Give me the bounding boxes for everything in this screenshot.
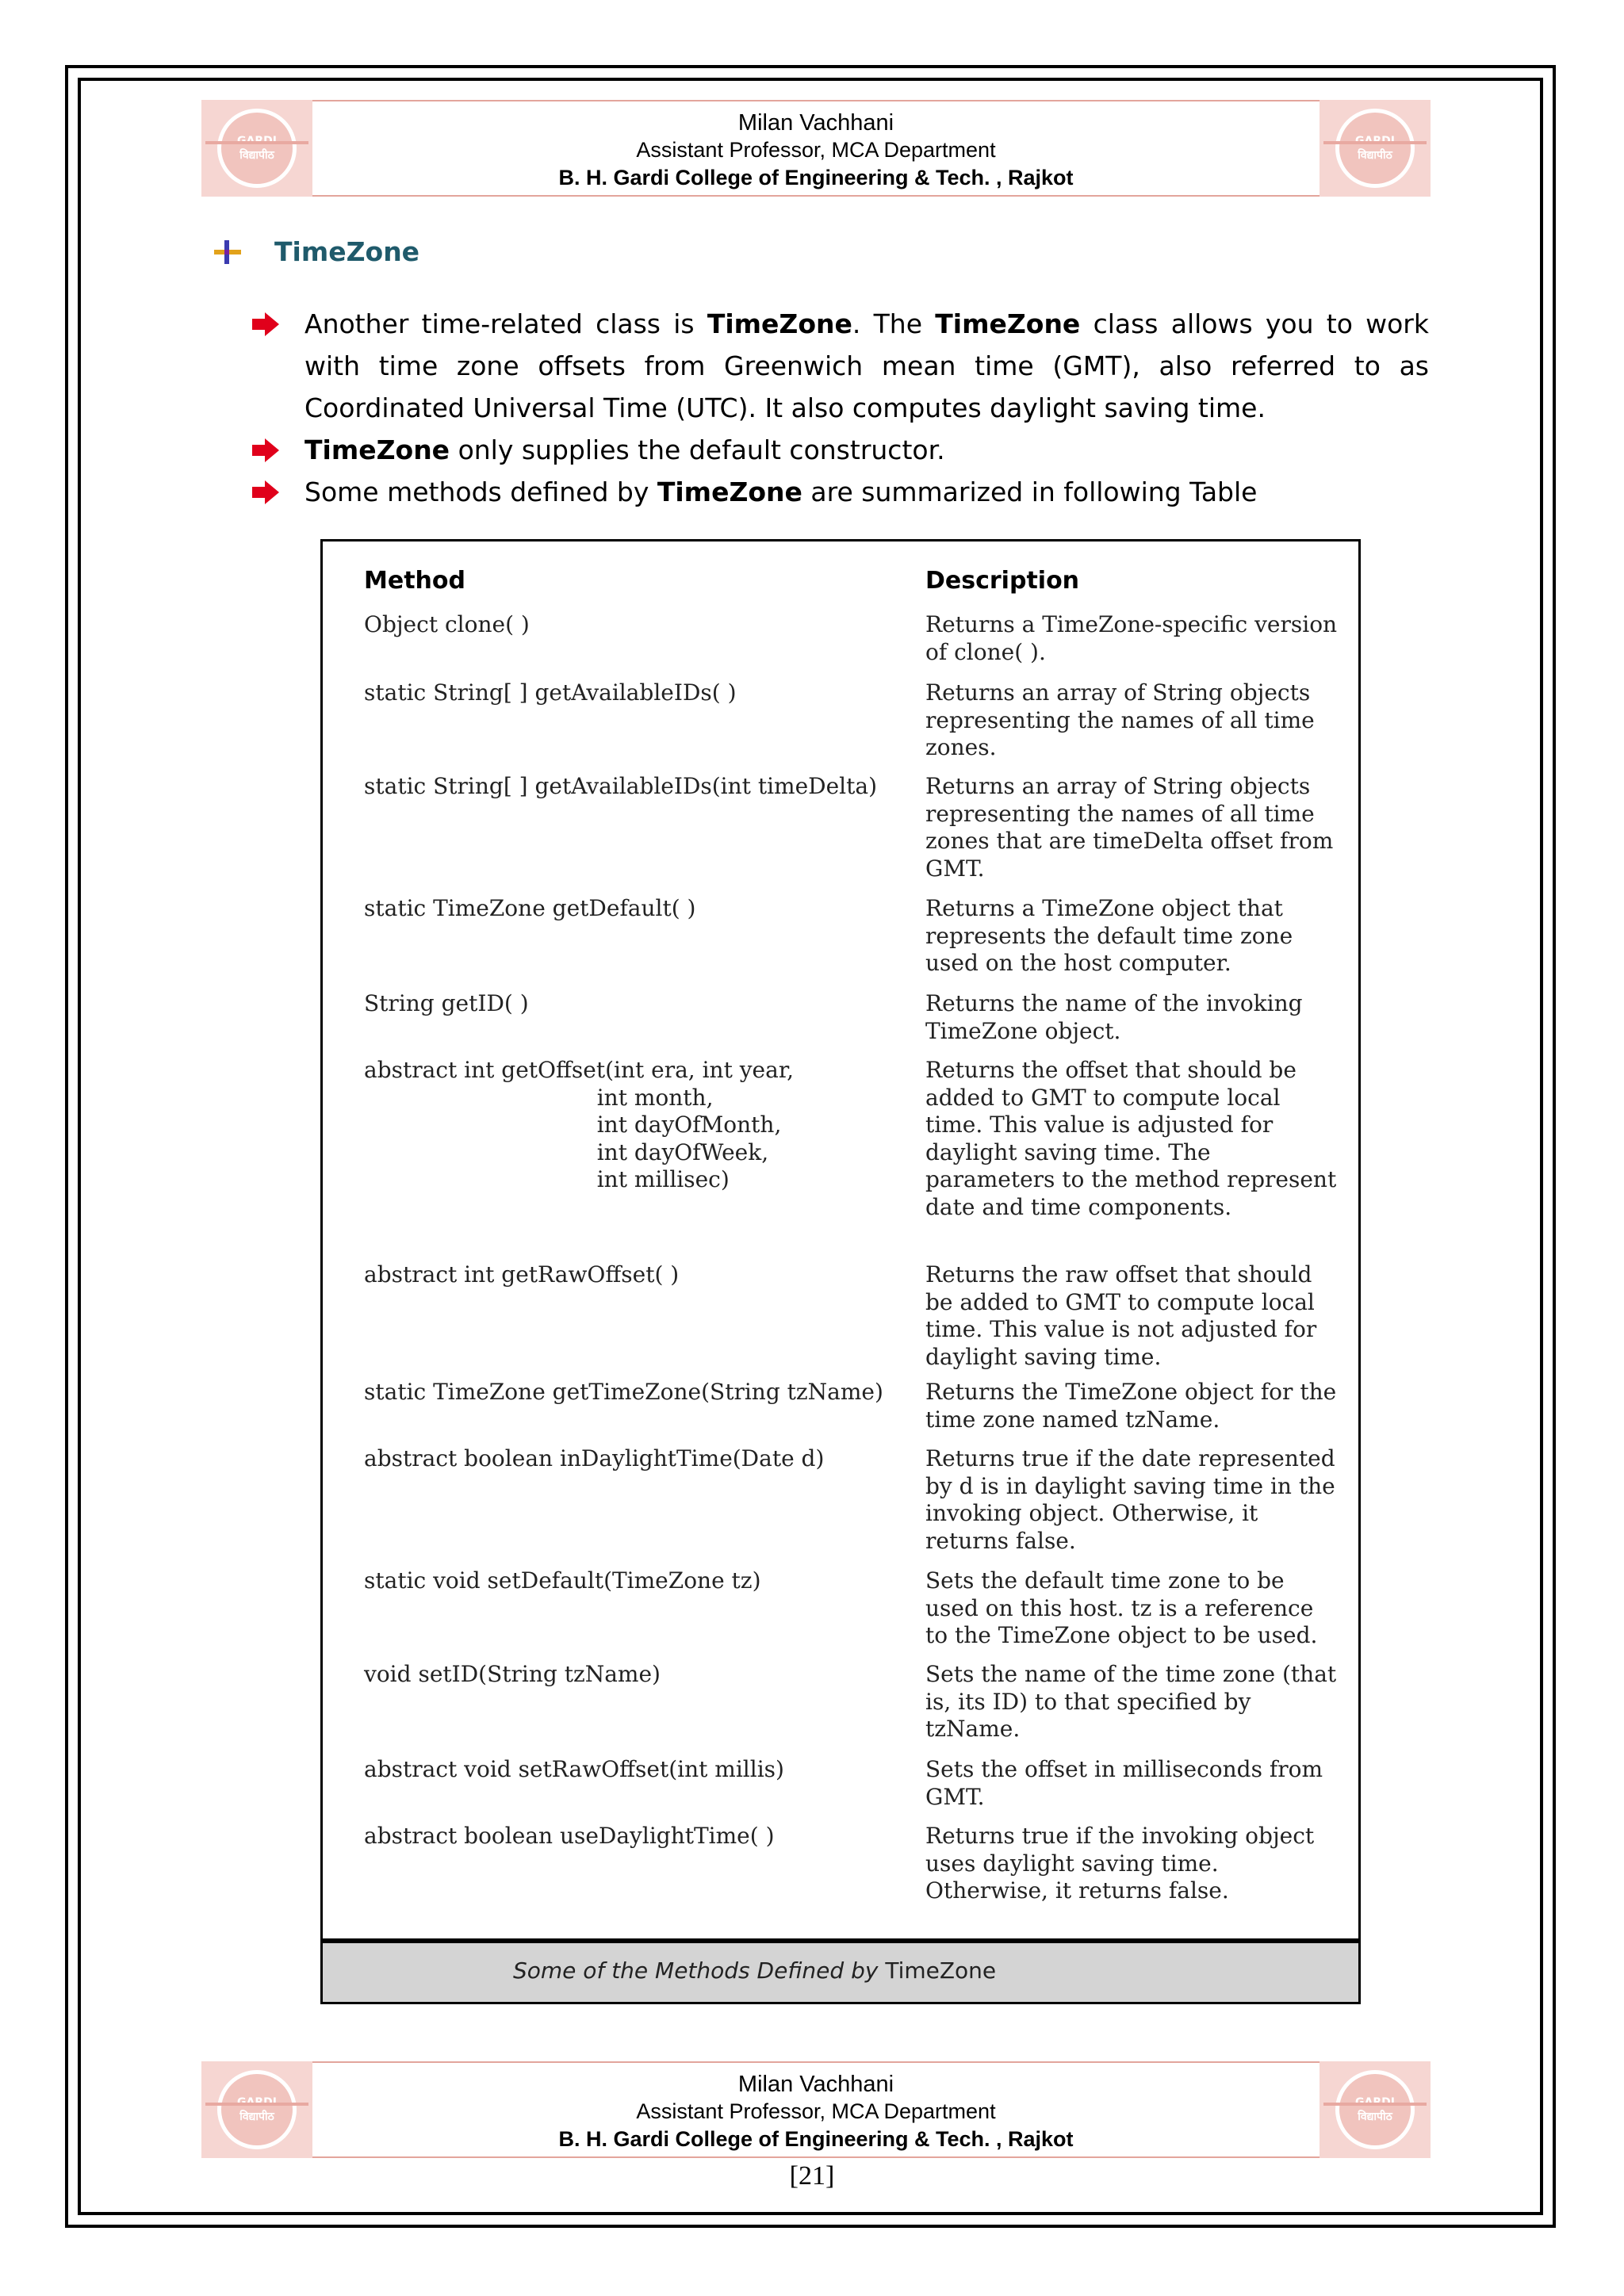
method-signature: abstract int getOffset(int era, int year, int month, int dayOfMonth, int dayOfWeek, int millisec) — [364, 1057, 795, 1192]
method-description: Sets the name of the time zone (that is, its ID) to that specified by tzName. — [925, 1661, 1337, 1742]
method-signature: Object clone( ) — [364, 611, 530, 637]
college-logo-right — [1320, 2061, 1431, 2158]
logo-seal-icon: विद्यापीठ — [217, 2070, 297, 2149]
college-logo-right — [1320, 100, 1431, 197]
table-caption: Some of the Methods Defined by TimeZone — [513, 1957, 997, 1984]
methods-table — [320, 539, 1361, 2004]
method-signature: static TimeZone getTimeZone(String tzName) — [364, 1379, 883, 1405]
college-logo-left — [201, 2061, 312, 2158]
list-item: Some methods defined by TimeZone are summarized in following Table — [252, 471, 1429, 513]
plus-bullet-icon — [214, 240, 241, 264]
method-signature: static String[ ] getAvailableIDs(int timeDelta) — [364, 773, 877, 799]
method-signature: abstract boolean useDaylightTime( ) — [364, 1823, 775, 1849]
red-arrow-icon — [252, 480, 279, 504]
method-description: Sets the default time zone to be used on this host. tz is a reference to the TimeZone object to be used. — [925, 1567, 1318, 1648]
header-college-name: B. H. Gardi College of Engineering & Tech. , Rajkot — [558, 166, 1074, 189]
method-description: Returns true if the date represented by d is in daylight saving time in the invoking object. Otherwise, it returns false. — [925, 1445, 1335, 1554]
header-author-role: Assistant Professor, MCA Department — [636, 138, 996, 162]
method-description: Returns the offset that should be added to GMT to compute local time. This value is adjusted for daylight saving time. The parameters to the method represent date and time components. — [925, 1057, 1337, 1220]
method-signature: String getID( ) — [364, 990, 529, 1016]
method-signature: static TimeZone getDefault( ) — [364, 895, 696, 921]
page-header — [201, 100, 1431, 197]
page-footer — [201, 2061, 1431, 2158]
table-caption-bar — [323, 1938, 1358, 2002]
method-description: Returns a TimeZone-specific version of clone( ). — [925, 611, 1338, 665]
page-number: [21] — [789, 2161, 835, 2191]
method-signature: abstract void setRawOffset(int millis) — [364, 1756, 784, 1782]
column-header-method: Method — [364, 567, 465, 595]
method-description: Returns the TimeZone object for the time zone named tzName. — [925, 1379, 1337, 1433]
logo-seal-icon: विद्यापीठ — [1335, 2070, 1415, 2149]
red-arrow-icon — [252, 438, 279, 462]
section-heading — [214, 236, 419, 267]
method-description: Returns true if the invoking object uses daylight saving time. Otherwise, it returns false. — [925, 1823, 1315, 1904]
college-logo-left — [201, 100, 312, 197]
method-description: Returns the name of the invoking TimeZone object. — [925, 990, 1303, 1044]
method-signature: abstract boolean inDaylightTime(Date d) — [364, 1445, 825, 1471]
logo-seal-icon: विद्यापीठ — [217, 109, 297, 188]
method-signature: abstract int getRawOffset( ) — [364, 1261, 680, 1288]
method-signature: void setID(String tzName) — [364, 1661, 661, 1687]
list-item: TimeZone only supplies the default constructor. — [252, 429, 1429, 471]
method-description: Returns the raw offset that should be added to GMT to compute local time. This value is not adjusted for daylight saving time. — [925, 1261, 1317, 1370]
column-header-description: Description — [925, 567, 1080, 595]
method-description: Returns an array of String objects representing the names of all time zones. — [925, 679, 1315, 760]
section-title: TimeZone — [274, 236, 420, 267]
logo-seal-icon: विद्यापीठ — [1335, 109, 1415, 188]
footer-college-name: B. H. Gardi College of Engineering & Tech. , Rajkot — [558, 2127, 1074, 2151]
method-description: Returns an array of String objects representing the names of all time zones that are timeDelta offset from GMT. — [925, 773, 1334, 882]
red-arrow-icon — [252, 312, 279, 336]
bullet-list — [252, 303, 1429, 513]
footer-author-role: Assistant Professor, MCA Department — [636, 2099, 996, 2123]
method-signature: static void setDefault(TimeZone tz) — [364, 1567, 761, 1594]
method-signature: static String[ ] getAvailableIDs( ) — [364, 679, 737, 706]
method-description: Returns a TimeZone object that represents the default time zone used on the host computer. — [925, 895, 1293, 976]
method-description: Sets the offset in milliseconds from GMT. — [925, 1756, 1323, 1810]
footer-author-name: Milan Vachhani — [737, 2072, 894, 2097]
list-item: Another time-related class is TimeZone. The TimeZone class allows you to work with time zone offsets from Greenwich mean time (GMT), also referred to as Coordinated Universal Time (UTC). It also computes daylight saving time. — [252, 303, 1429, 429]
header-author-name: Milan Vachhani — [737, 110, 894, 136]
